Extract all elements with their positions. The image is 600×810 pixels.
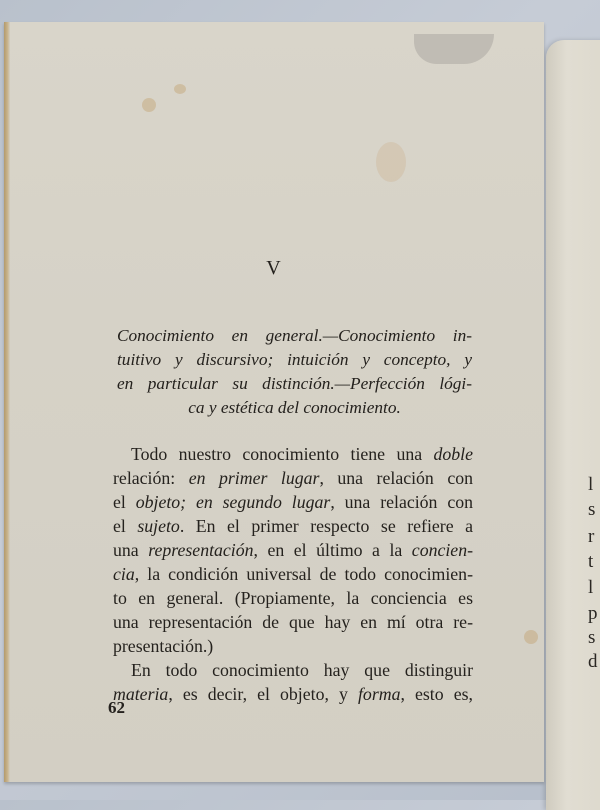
body-line bbox=[113, 610, 473, 634]
heading-line: en particular su distinción.—Perfección lógi- bbox=[117, 374, 472, 393]
facing-page-fragment: l bbox=[588, 577, 594, 598]
text-segment: . En el primer respecto se refiere a bbox=[179, 516, 473, 536]
facing-page-fragment: t bbox=[588, 551, 594, 572]
chapter-number: V bbox=[266, 257, 282, 279]
page-edge bbox=[4, 22, 10, 782]
text-segment: el bbox=[113, 492, 136, 512]
heading-line: tuitivo y discursivo; intuición y concepto, y bbox=[117, 350, 472, 369]
heading-line: ca y estética del conocimiento. bbox=[188, 398, 401, 417]
facing-page-fragment: s bbox=[588, 627, 596, 648]
italic-text: concien- bbox=[411, 540, 474, 560]
body-line bbox=[113, 658, 473, 682]
body-line bbox=[113, 682, 473, 706]
body-text bbox=[113, 442, 473, 706]
text-segment: to en general. (Propiamente, la conciencia es bbox=[113, 588, 473, 608]
text-segment: , en el último a la bbox=[253, 540, 412, 560]
chapter-heading bbox=[117, 324, 472, 420]
facing-page-fragment: d bbox=[588, 651, 598, 672]
italic-text: representación bbox=[148, 540, 254, 560]
text-segment: relación: bbox=[113, 468, 189, 488]
facing-page-fragment: s bbox=[588, 499, 596, 520]
stain bbox=[524, 630, 538, 644]
facing-page-fragment: r bbox=[588, 526, 595, 547]
body-line bbox=[113, 466, 473, 490]
heading-line: Conocimiento en general.—Conocimiento in- bbox=[117, 326, 472, 345]
text-segment: En todo conocimiento hay que distinguir bbox=[131, 660, 473, 680]
italic-text: en primer lugar bbox=[188, 468, 320, 488]
italic-text: forma bbox=[357, 684, 401, 704]
body-line bbox=[113, 490, 473, 514]
text-segment: , es decir, el objeto, y bbox=[168, 684, 358, 704]
facing-page-fragment: l bbox=[588, 474, 594, 495]
text-segment: el bbox=[113, 516, 138, 536]
text-segment: , esto es, bbox=[400, 684, 473, 704]
stain bbox=[142, 98, 156, 112]
text-segment: , una relación con bbox=[319, 468, 473, 488]
italic-text: materia bbox=[113, 684, 169, 704]
book-page bbox=[4, 22, 544, 782]
body-line bbox=[113, 442, 473, 466]
body-line bbox=[113, 538, 473, 562]
text-segment: presentación.) bbox=[113, 636, 214, 656]
body-line bbox=[113, 586, 473, 610]
italic-text: objeto; en segundo lugar bbox=[135, 492, 331, 512]
body-line bbox=[113, 562, 473, 586]
stain bbox=[174, 84, 186, 94]
body-line bbox=[113, 634, 473, 658]
text-segment: , la condición universal de todo conocimien- bbox=[134, 564, 473, 584]
text-segment: , una relación con bbox=[330, 492, 473, 512]
text-segment: una bbox=[113, 540, 149, 560]
torn-corner bbox=[414, 34, 494, 64]
italic-text: doble bbox=[433, 444, 473, 464]
text-segment: una representación de que hay en mí otra re- bbox=[113, 612, 473, 632]
italic-text: sujeto bbox=[137, 516, 180, 536]
facing-page-fragment: p bbox=[588, 603, 598, 624]
italic-text: cia bbox=[113, 564, 135, 584]
body-line bbox=[113, 514, 473, 538]
page-number: 62 bbox=[108, 698, 125, 717]
text-segment: Todo nuestro conocimiento tiene una bbox=[131, 444, 434, 464]
stain bbox=[376, 142, 406, 182]
facing-page bbox=[546, 40, 600, 810]
